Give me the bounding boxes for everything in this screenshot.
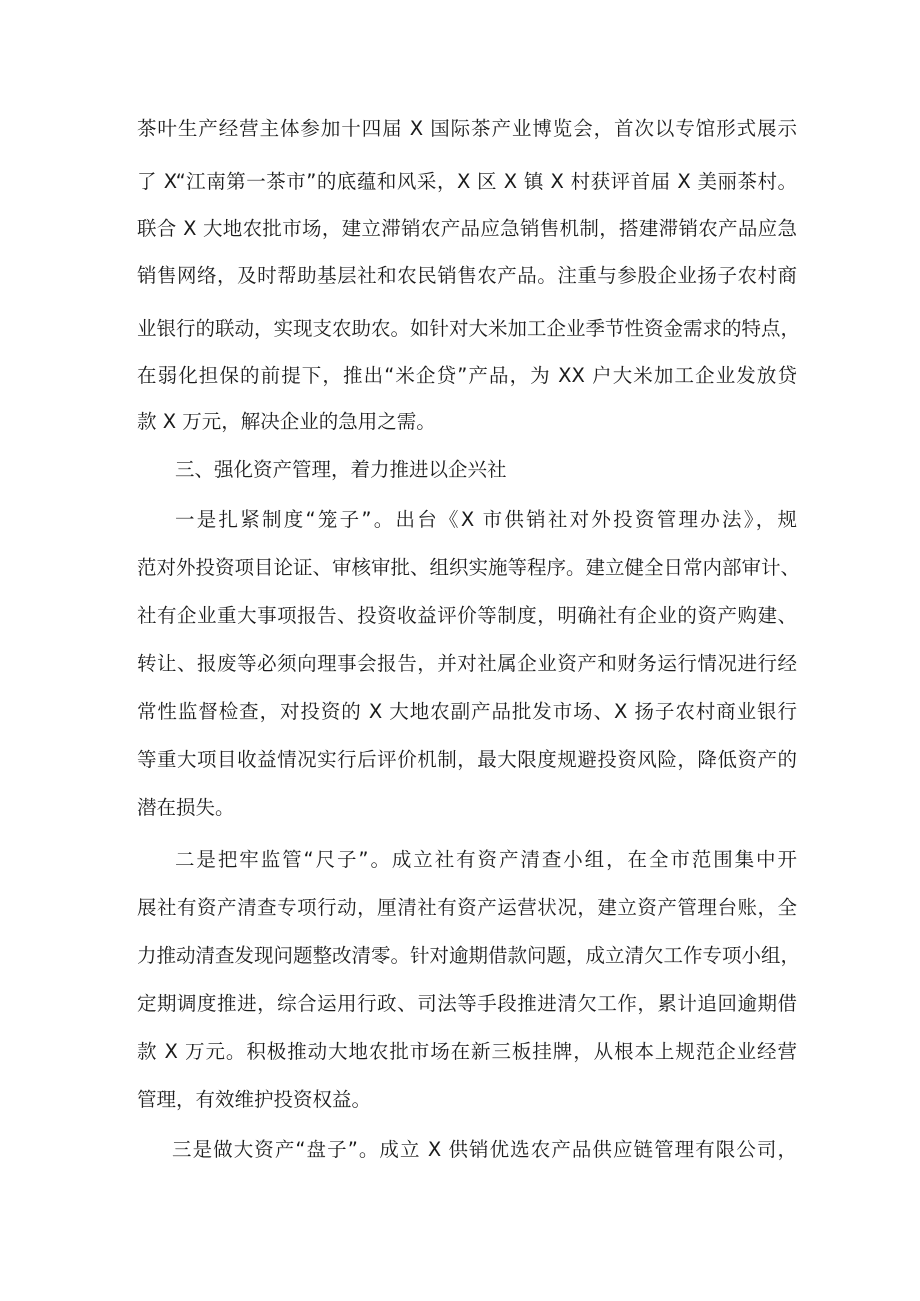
paragraph-line: 款 X 万元，解决企业的急用之需。 [137, 410, 436, 433]
paragraph-line: 茶叶生产经营主体参加十四届 X 国际茶产业博览会，首次以专馆形式展示 [137, 117, 797, 140]
paragraph-line: 转让、报废等必须向理事会报告，并对社属企业资产和财务运行情况进行经 [137, 652, 797, 675]
paragraph-line: 社有企业重大事项报告、投资收益评价等制度，明确社有企业的资产购建、 [137, 604, 797, 627]
paragraph-line: 销售网络，及时帮助基层社和农民销售农产品。注重与参股企业扬子农村商 [137, 264, 797, 287]
paragraph-line: 范对外投资项目论证、审核审批、组织实施等程序。建立健全日常内部审计、 [137, 556, 801, 579]
paragraph-line: 联合 X 大地农批市场，建立滞销农产品应急销售机制，搭建滞销农产品应急 [137, 217, 797, 240]
paragraph-line: 二是把牢监管“尺子”。成立社有资产清查小组，在全市范围集中开 [175, 848, 797, 871]
paragraph-line: 款 X 万元。积极推动大地农批市场在新三板挂牌，从根本上规范企业经营 [137, 1040, 797, 1063]
paragraph-line: 常性监督检查，对投资的 X 大地农副产品批发市场、X 扬子农村商业银行 [137, 700, 797, 723]
paragraph-line: 业银行的联动，实现支农助农。如针对大米加工企业季节性资金需求的特点， [137, 317, 801, 340]
paragraph-line: 一是扎紧制度“笼子”。出台《X 市供销社对外投资管理办法》，规 [175, 508, 797, 531]
paragraph-line: 管理，有效维护投资权益。 [137, 1088, 372, 1111]
paragraph-line: 定期调度推进，综合运用行政、司法等手段推进清欠工作，累计追回逾期借 [137, 992, 797, 1015]
paragraph-line: 在弱化担保的前提下，推出“米企贷”产品，为 XX 户大米加工企业发放贷 [137, 364, 797, 387]
paragraph-line: 展社有资产清查专项行动，厘清社有资产运营状况，建立资产管理台账，全 [137, 896, 797, 919]
paragraph-line: 等重大项目收益情况实行后评价机制，最大限度规避投资风险，降低资产的 [137, 748, 797, 771]
section-heading: 三、强化资产管理，着力推进以企兴社 [175, 458, 507, 481]
paragraph-line: 力推动清查发现问题整改清零。针对逾期借款问题，成立清欠工作专项小组， [137, 944, 801, 967]
paragraph-line: 三是做大资产“盘子”。成立 X 供销优选农产品供应链管理有限公司， [172, 1138, 797, 1161]
paragraph-line: 了 X“江南第一茶市”的底蕴和风采，X 区 X 镇 X 村获评首届 X 美丽茶村。 [137, 170, 797, 193]
paragraph-line: 潜在损失。 [137, 796, 235, 819]
